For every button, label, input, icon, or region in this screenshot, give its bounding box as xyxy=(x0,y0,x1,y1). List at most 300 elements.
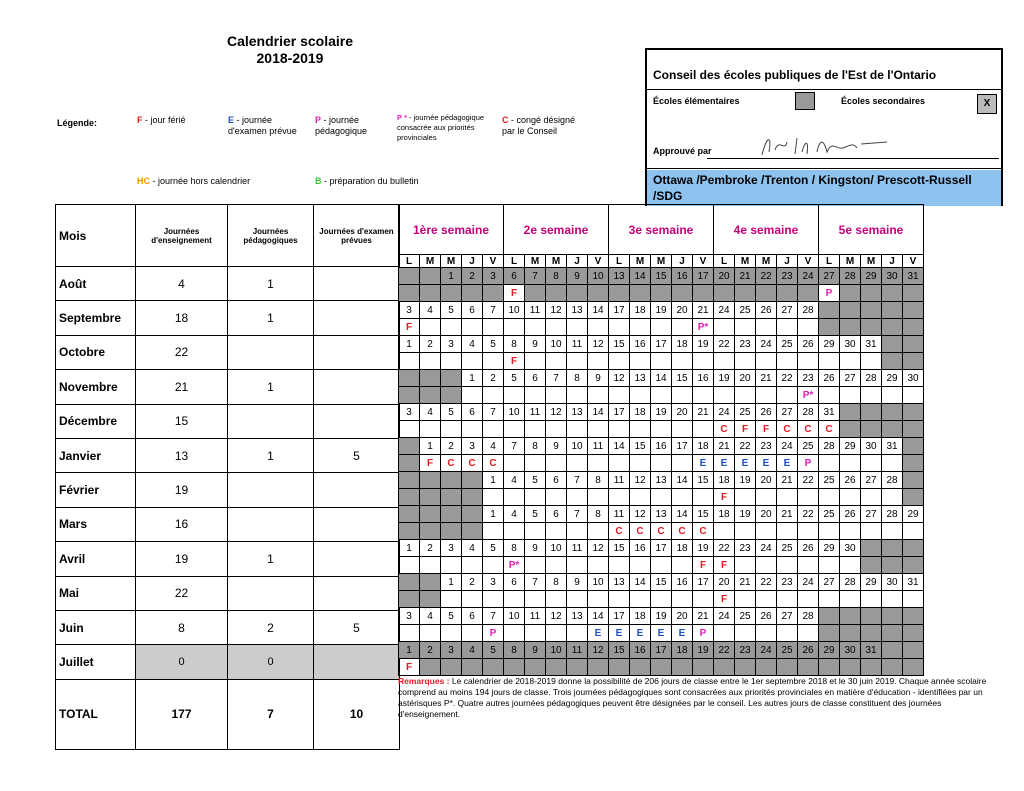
calendar-mark xyxy=(630,387,651,404)
calendar-day: 5 xyxy=(504,370,525,387)
calendar-mark xyxy=(567,489,588,506)
calendar-mark xyxy=(819,523,840,540)
calendar-mark xyxy=(399,353,420,370)
calendar-day: 15 xyxy=(630,438,651,455)
calendar-day: 2 xyxy=(420,642,441,659)
calendar-day: 17 xyxy=(693,268,714,285)
calendar-day: 16 xyxy=(630,540,651,557)
calendar-day: 29 xyxy=(819,336,840,353)
month-name: Février xyxy=(56,473,136,507)
calendar-mark xyxy=(420,387,441,404)
calendar-mark xyxy=(819,353,840,370)
calendar-mark xyxy=(630,591,651,608)
calendar-mark xyxy=(525,285,546,302)
calendar-day: 28 xyxy=(798,404,819,421)
calendar-day xyxy=(420,506,441,523)
calendar-day: 8 xyxy=(504,540,525,557)
month-row xyxy=(56,404,400,438)
council-box xyxy=(645,48,1003,206)
calendar-day: 29 xyxy=(819,642,840,659)
legend-item-p: P - journée pédagogique xyxy=(315,115,368,136)
calendar-day: 30 xyxy=(840,540,861,557)
calendar-mark xyxy=(882,523,903,540)
calendar-day: 23 xyxy=(777,268,798,285)
month-row xyxy=(56,507,400,541)
calendar-mark xyxy=(735,285,756,302)
calendar-day: 21 xyxy=(714,438,735,455)
calendar-mark xyxy=(546,489,567,506)
calendar-mark xyxy=(609,489,630,506)
calendar-mark xyxy=(777,489,798,506)
signature xyxy=(757,130,897,160)
day-letter: J xyxy=(462,255,483,268)
calendar-mark xyxy=(546,421,567,438)
month-summary-table xyxy=(55,204,400,750)
calendar-mark xyxy=(903,319,924,336)
calendar-day xyxy=(399,370,420,387)
calendar-day: 17 xyxy=(651,336,672,353)
elementary-label: Écoles élémentaires xyxy=(653,96,740,106)
calendar-mark xyxy=(567,591,588,608)
calendar-mark xyxy=(798,285,819,302)
calendar-mark xyxy=(420,625,441,642)
calendar-day: 22 xyxy=(735,438,756,455)
days-enseignement: 15 xyxy=(136,404,228,438)
calendar-day: 23 xyxy=(735,642,756,659)
calendar-day: 22 xyxy=(777,370,798,387)
calendar-day xyxy=(399,268,420,285)
calendar-mark xyxy=(609,353,630,370)
calendar-day: 19 xyxy=(651,608,672,625)
days-enseignement: 16 xyxy=(136,507,228,541)
calendar-mark: E xyxy=(735,455,756,472)
calendar-mark xyxy=(462,523,483,540)
calendar-mark xyxy=(756,523,777,540)
calendar-mark xyxy=(483,421,504,438)
day-letter: M xyxy=(756,255,777,268)
calendar-date-row xyxy=(399,404,924,421)
calendar-day xyxy=(882,608,903,625)
calendar-day: 11 xyxy=(609,506,630,523)
calendar-mark xyxy=(861,421,882,438)
calendar-day: 6 xyxy=(525,370,546,387)
calendar-mark xyxy=(693,421,714,438)
calendar-day: 5 xyxy=(441,302,462,319)
calendar-mark xyxy=(630,659,651,676)
calendar-day: 4 xyxy=(462,540,483,557)
calendar-day: 16 xyxy=(672,574,693,591)
calendar-mark xyxy=(630,557,651,574)
calendar-mark xyxy=(525,421,546,438)
secondary-checkbox[interactable]: X xyxy=(977,94,997,114)
calendar-day: 28 xyxy=(882,472,903,489)
calendar-day: 28 xyxy=(798,302,819,319)
calendar-day: 20 xyxy=(735,370,756,387)
calendar-day xyxy=(399,472,420,489)
calendar-day: 20 xyxy=(672,302,693,319)
calendar-day: 19 xyxy=(693,642,714,659)
calendar-day: 25 xyxy=(735,302,756,319)
calendar-mark-row xyxy=(399,489,924,506)
calendar-day: 1 xyxy=(420,438,441,455)
calendar-day: 26 xyxy=(840,472,861,489)
calendar-day: 13 xyxy=(567,608,588,625)
remarks-text: Le calendrier de 2018-2019 donne la possibilité de 206 jours de classe entre le 1er septembre 2018 et le 30 juin 2019. Chaque année scolaire comprend au moins 194 jours de classe. Trois journées pédagogiques sont consacrées aux priorités provinciales en matière d'éducation - identifiées par un astérisques P*. Quatre autres journées pédagogiques peuvent être désignées par le conseil. Les autres jours de classe constituent des journées d'enseignement. xyxy=(398,676,987,719)
approved-label: Approuvé par xyxy=(653,146,712,156)
calendar-mark xyxy=(504,421,525,438)
calendar-mark xyxy=(672,591,693,608)
calendar-day: 17 xyxy=(609,404,630,421)
calendar-day xyxy=(903,472,924,489)
calendar-day: 15 xyxy=(609,336,630,353)
calendar-mark: F xyxy=(693,557,714,574)
calendar-mark xyxy=(588,659,609,676)
month-name: Décembre xyxy=(56,404,136,438)
calendar-mark xyxy=(651,319,672,336)
calendar-mark xyxy=(903,353,924,370)
calendar-day: 13 xyxy=(567,404,588,421)
days-pedagogiques: 1 xyxy=(228,267,314,301)
calendar-day xyxy=(903,642,924,659)
calendar-mark xyxy=(861,523,882,540)
calendar-mark xyxy=(567,285,588,302)
calendar-mark xyxy=(798,319,819,336)
day-letter: J xyxy=(672,255,693,268)
calendar-mark xyxy=(525,319,546,336)
day-letter: J xyxy=(777,255,798,268)
calendar-mark xyxy=(441,421,462,438)
calendar-day: 15 xyxy=(609,642,630,659)
calendar-day: 31 xyxy=(903,574,924,591)
calendar-day: 6 xyxy=(504,574,525,591)
calendar-mark xyxy=(756,353,777,370)
calendar-mark xyxy=(777,557,798,574)
calendar-mark xyxy=(882,455,903,472)
calendar-mark xyxy=(525,489,546,506)
calendar-mark xyxy=(504,625,525,642)
calendar-day xyxy=(462,472,483,489)
calendar-day: 5 xyxy=(525,472,546,489)
calendar-day xyxy=(462,506,483,523)
calendar-mark xyxy=(441,319,462,336)
calendar-mark xyxy=(525,455,546,472)
calendar-mark xyxy=(819,557,840,574)
calendar-day: 9 xyxy=(567,574,588,591)
calendar-day: 7 xyxy=(567,472,588,489)
calendar-day: 8 xyxy=(546,268,567,285)
calendar-mark: C xyxy=(441,455,462,472)
calendar-mark xyxy=(840,523,861,540)
days-enseignement: 19 xyxy=(136,542,228,576)
days-examen xyxy=(314,267,400,301)
calendar-mark: C xyxy=(630,523,651,540)
calendar-date-row xyxy=(399,472,924,489)
calendar-day: 5 xyxy=(441,608,462,625)
calendar-mark: E xyxy=(714,455,735,472)
calendar-day: 24 xyxy=(798,268,819,285)
days-examen xyxy=(314,507,400,541)
calendar-mark xyxy=(735,489,756,506)
calendar-day: 5 xyxy=(483,336,504,353)
calendar-day: 22 xyxy=(714,540,735,557)
day-letter: V xyxy=(588,255,609,268)
calendar-day: 4 xyxy=(483,438,504,455)
calendar-day: 12 xyxy=(546,302,567,319)
elementary-checkbox[interactable] xyxy=(795,92,815,110)
calendar-day: 20 xyxy=(714,268,735,285)
calendar-day: 18 xyxy=(714,506,735,523)
calendar-day: 30 xyxy=(840,336,861,353)
calendar-mark xyxy=(651,557,672,574)
calendar-day xyxy=(861,608,882,625)
calendar-day: 20 xyxy=(714,574,735,591)
days-examen xyxy=(314,576,400,610)
calendar-day: 12 xyxy=(630,472,651,489)
calendar-date-row xyxy=(399,540,924,557)
calendar-mark xyxy=(861,387,882,404)
calendar-mark xyxy=(630,353,651,370)
calendar-day: 15 xyxy=(651,574,672,591)
month-name: Août xyxy=(56,267,136,301)
calendar-mark: C xyxy=(483,455,504,472)
calendar-mark xyxy=(903,455,924,472)
calendar-mark xyxy=(777,319,798,336)
calendar-day: 18 xyxy=(630,404,651,421)
month-name: Mai xyxy=(56,576,136,610)
month-row xyxy=(56,645,400,679)
calendar-mark xyxy=(756,625,777,642)
calendar-mark xyxy=(567,455,588,472)
day-letter: M xyxy=(840,255,861,268)
calendar-mark xyxy=(756,557,777,574)
calendar-mark xyxy=(504,489,525,506)
calendar-mark xyxy=(462,659,483,676)
calendar-day: 26 xyxy=(840,506,861,523)
calendar-day: 7 xyxy=(525,574,546,591)
calendar-day xyxy=(903,404,924,421)
calendar-day: 14 xyxy=(630,574,651,591)
calendar-day: 14 xyxy=(588,302,609,319)
calendar-mark xyxy=(399,421,420,438)
header-mois: Mois xyxy=(56,205,136,267)
calendar-day xyxy=(840,404,861,421)
calendar-mark: P xyxy=(483,625,504,642)
calendar-mark xyxy=(756,659,777,676)
calendar-mark xyxy=(777,523,798,540)
calendar-day: 6 xyxy=(462,302,483,319)
calendar-mark xyxy=(399,387,420,404)
day-letter: M xyxy=(630,255,651,268)
calendar-day: 16 xyxy=(630,336,651,353)
calendar-day: 22 xyxy=(798,472,819,489)
calendar-day: 15 xyxy=(672,370,693,387)
calendar-mark xyxy=(798,523,819,540)
calendar-mark xyxy=(420,285,441,302)
calendar-mark xyxy=(504,319,525,336)
calendar-day: 18 xyxy=(672,642,693,659)
days-enseignement: 18 xyxy=(136,301,228,335)
calendar-mark-row xyxy=(399,353,924,370)
calendar-mark xyxy=(588,523,609,540)
calendar-mark xyxy=(588,319,609,336)
calendar-day: 5 xyxy=(441,404,462,421)
calendar-day: 30 xyxy=(861,438,882,455)
month-name: Septembre xyxy=(56,301,136,335)
calendar-mark xyxy=(882,421,903,438)
calendar-day: 19 xyxy=(651,404,672,421)
calendar-mark xyxy=(777,659,798,676)
calendar-mark: F xyxy=(399,319,420,336)
calendar-mark xyxy=(882,557,903,574)
calendar-day: 2 xyxy=(441,438,462,455)
calendar-day: 3 xyxy=(441,336,462,353)
calendar-mark xyxy=(903,523,924,540)
calendar-day: 27 xyxy=(861,506,882,523)
calendar-mark xyxy=(462,319,483,336)
calendar-mark xyxy=(798,625,819,642)
calendar-day xyxy=(420,574,441,591)
calendar-day xyxy=(420,268,441,285)
calendar-day xyxy=(840,302,861,319)
calendar-day xyxy=(882,302,903,319)
calendar-mark xyxy=(462,557,483,574)
calendar-mark xyxy=(882,659,903,676)
calendar-mark xyxy=(483,353,504,370)
calendar-day: 29 xyxy=(861,574,882,591)
days-pedagogiques: 2 xyxy=(228,610,314,644)
calendar-mark xyxy=(861,591,882,608)
month-name: Juin xyxy=(56,610,136,644)
calendar-day: 26 xyxy=(798,336,819,353)
calendar-day: 3 xyxy=(441,642,462,659)
calendar-day: 11 xyxy=(609,472,630,489)
calendar-mark xyxy=(735,659,756,676)
calendar-mark xyxy=(504,523,525,540)
calendar-mark xyxy=(819,489,840,506)
calendar-day: 23 xyxy=(798,370,819,387)
calendar-day: 13 xyxy=(609,268,630,285)
calendar-day: 15 xyxy=(651,268,672,285)
calendar-day xyxy=(861,302,882,319)
calendar-mark xyxy=(861,285,882,302)
calendar-day: 19 xyxy=(651,302,672,319)
calendar-day: 3 xyxy=(483,268,504,285)
calendar-date-row xyxy=(399,608,924,625)
calendar-mark: E xyxy=(756,455,777,472)
calendar-mark xyxy=(399,557,420,574)
calendar-mark xyxy=(420,557,441,574)
legend-item-f: F - jour férié xyxy=(137,115,186,125)
calendar-day: 18 xyxy=(630,608,651,625)
days-pedagogiques: 1 xyxy=(228,301,314,335)
header-pedagogiques: Journées pédagogiques xyxy=(228,205,314,267)
calendar-mark xyxy=(735,557,756,574)
calendar-day: 25 xyxy=(819,472,840,489)
calendar-mark xyxy=(462,353,483,370)
legend-item-pstar: P * - journée pédagogique consacrée aux priorités provinciales xyxy=(397,113,485,142)
calendar-mark xyxy=(882,387,903,404)
calendar-day: 11 xyxy=(567,540,588,557)
calendar-mark-row xyxy=(399,523,924,540)
calendar-day: 29 xyxy=(840,438,861,455)
header-examen: Journées d'examen prévues xyxy=(314,205,400,267)
calendar-day: 3 xyxy=(441,540,462,557)
calendar-day: 2 xyxy=(462,574,483,591)
week-header: 5e semaine xyxy=(819,205,924,255)
calendar-mark xyxy=(609,285,630,302)
calendar-mark xyxy=(840,455,861,472)
calendar-day xyxy=(441,472,462,489)
calendar-day: 26 xyxy=(756,302,777,319)
calendar-mark xyxy=(840,353,861,370)
calendar-mark xyxy=(546,557,567,574)
calendar-day xyxy=(882,336,903,353)
day-letter: M xyxy=(735,255,756,268)
calendar-day: 14 xyxy=(609,438,630,455)
calendar-day: 8 xyxy=(504,642,525,659)
calendar-day: 10 xyxy=(588,574,609,591)
calendar-day xyxy=(420,370,441,387)
calendar-day: 22 xyxy=(756,268,777,285)
calendar-mark xyxy=(735,523,756,540)
calendar-day: 11 xyxy=(525,302,546,319)
calendar-mark xyxy=(462,489,483,506)
calendar-day: 27 xyxy=(840,370,861,387)
calendar-mark xyxy=(441,353,462,370)
calendar-day: 11 xyxy=(567,642,588,659)
calendar-mark-row xyxy=(399,625,924,642)
calendar-day: 4 xyxy=(504,472,525,489)
calendar-mark xyxy=(672,387,693,404)
calendar-day xyxy=(882,404,903,421)
calendar-mark: C xyxy=(819,421,840,438)
calendar-day: 28 xyxy=(840,268,861,285)
calendar-day: 17 xyxy=(651,540,672,557)
calendar-mark xyxy=(588,557,609,574)
calendar-mark xyxy=(504,659,525,676)
calendar-day: 21 xyxy=(777,506,798,523)
calendar-mark xyxy=(714,353,735,370)
calendar-mark xyxy=(714,659,735,676)
calendar-day: 10 xyxy=(546,336,567,353)
day-letter: V xyxy=(903,255,924,268)
calendar-mark xyxy=(840,591,861,608)
days-pedagogiques xyxy=(228,335,314,369)
calendar-day: 1 xyxy=(399,642,420,659)
calendar-mark xyxy=(777,353,798,370)
calendar-mark xyxy=(861,557,882,574)
calendar-day: 31 xyxy=(861,336,882,353)
calendar-mark xyxy=(798,591,819,608)
calendar-mark xyxy=(672,353,693,370)
calendar-mark xyxy=(483,557,504,574)
calendar-day: 28 xyxy=(882,506,903,523)
calendar-day: 24 xyxy=(756,642,777,659)
days-pedagogiques xyxy=(228,507,314,541)
calendar-day: 17 xyxy=(672,438,693,455)
calendar-day: 18 xyxy=(693,438,714,455)
calendar-mark: C xyxy=(798,421,819,438)
calendar-mark xyxy=(483,489,504,506)
calendar-mark xyxy=(420,489,441,506)
total-label: TOTAL xyxy=(56,679,136,749)
calendar-day: 9 xyxy=(525,336,546,353)
calendar-day: 16 xyxy=(672,268,693,285)
calendar-mark xyxy=(861,319,882,336)
month-row xyxy=(56,473,400,507)
month-row xyxy=(56,610,400,644)
calendar-mark xyxy=(630,319,651,336)
